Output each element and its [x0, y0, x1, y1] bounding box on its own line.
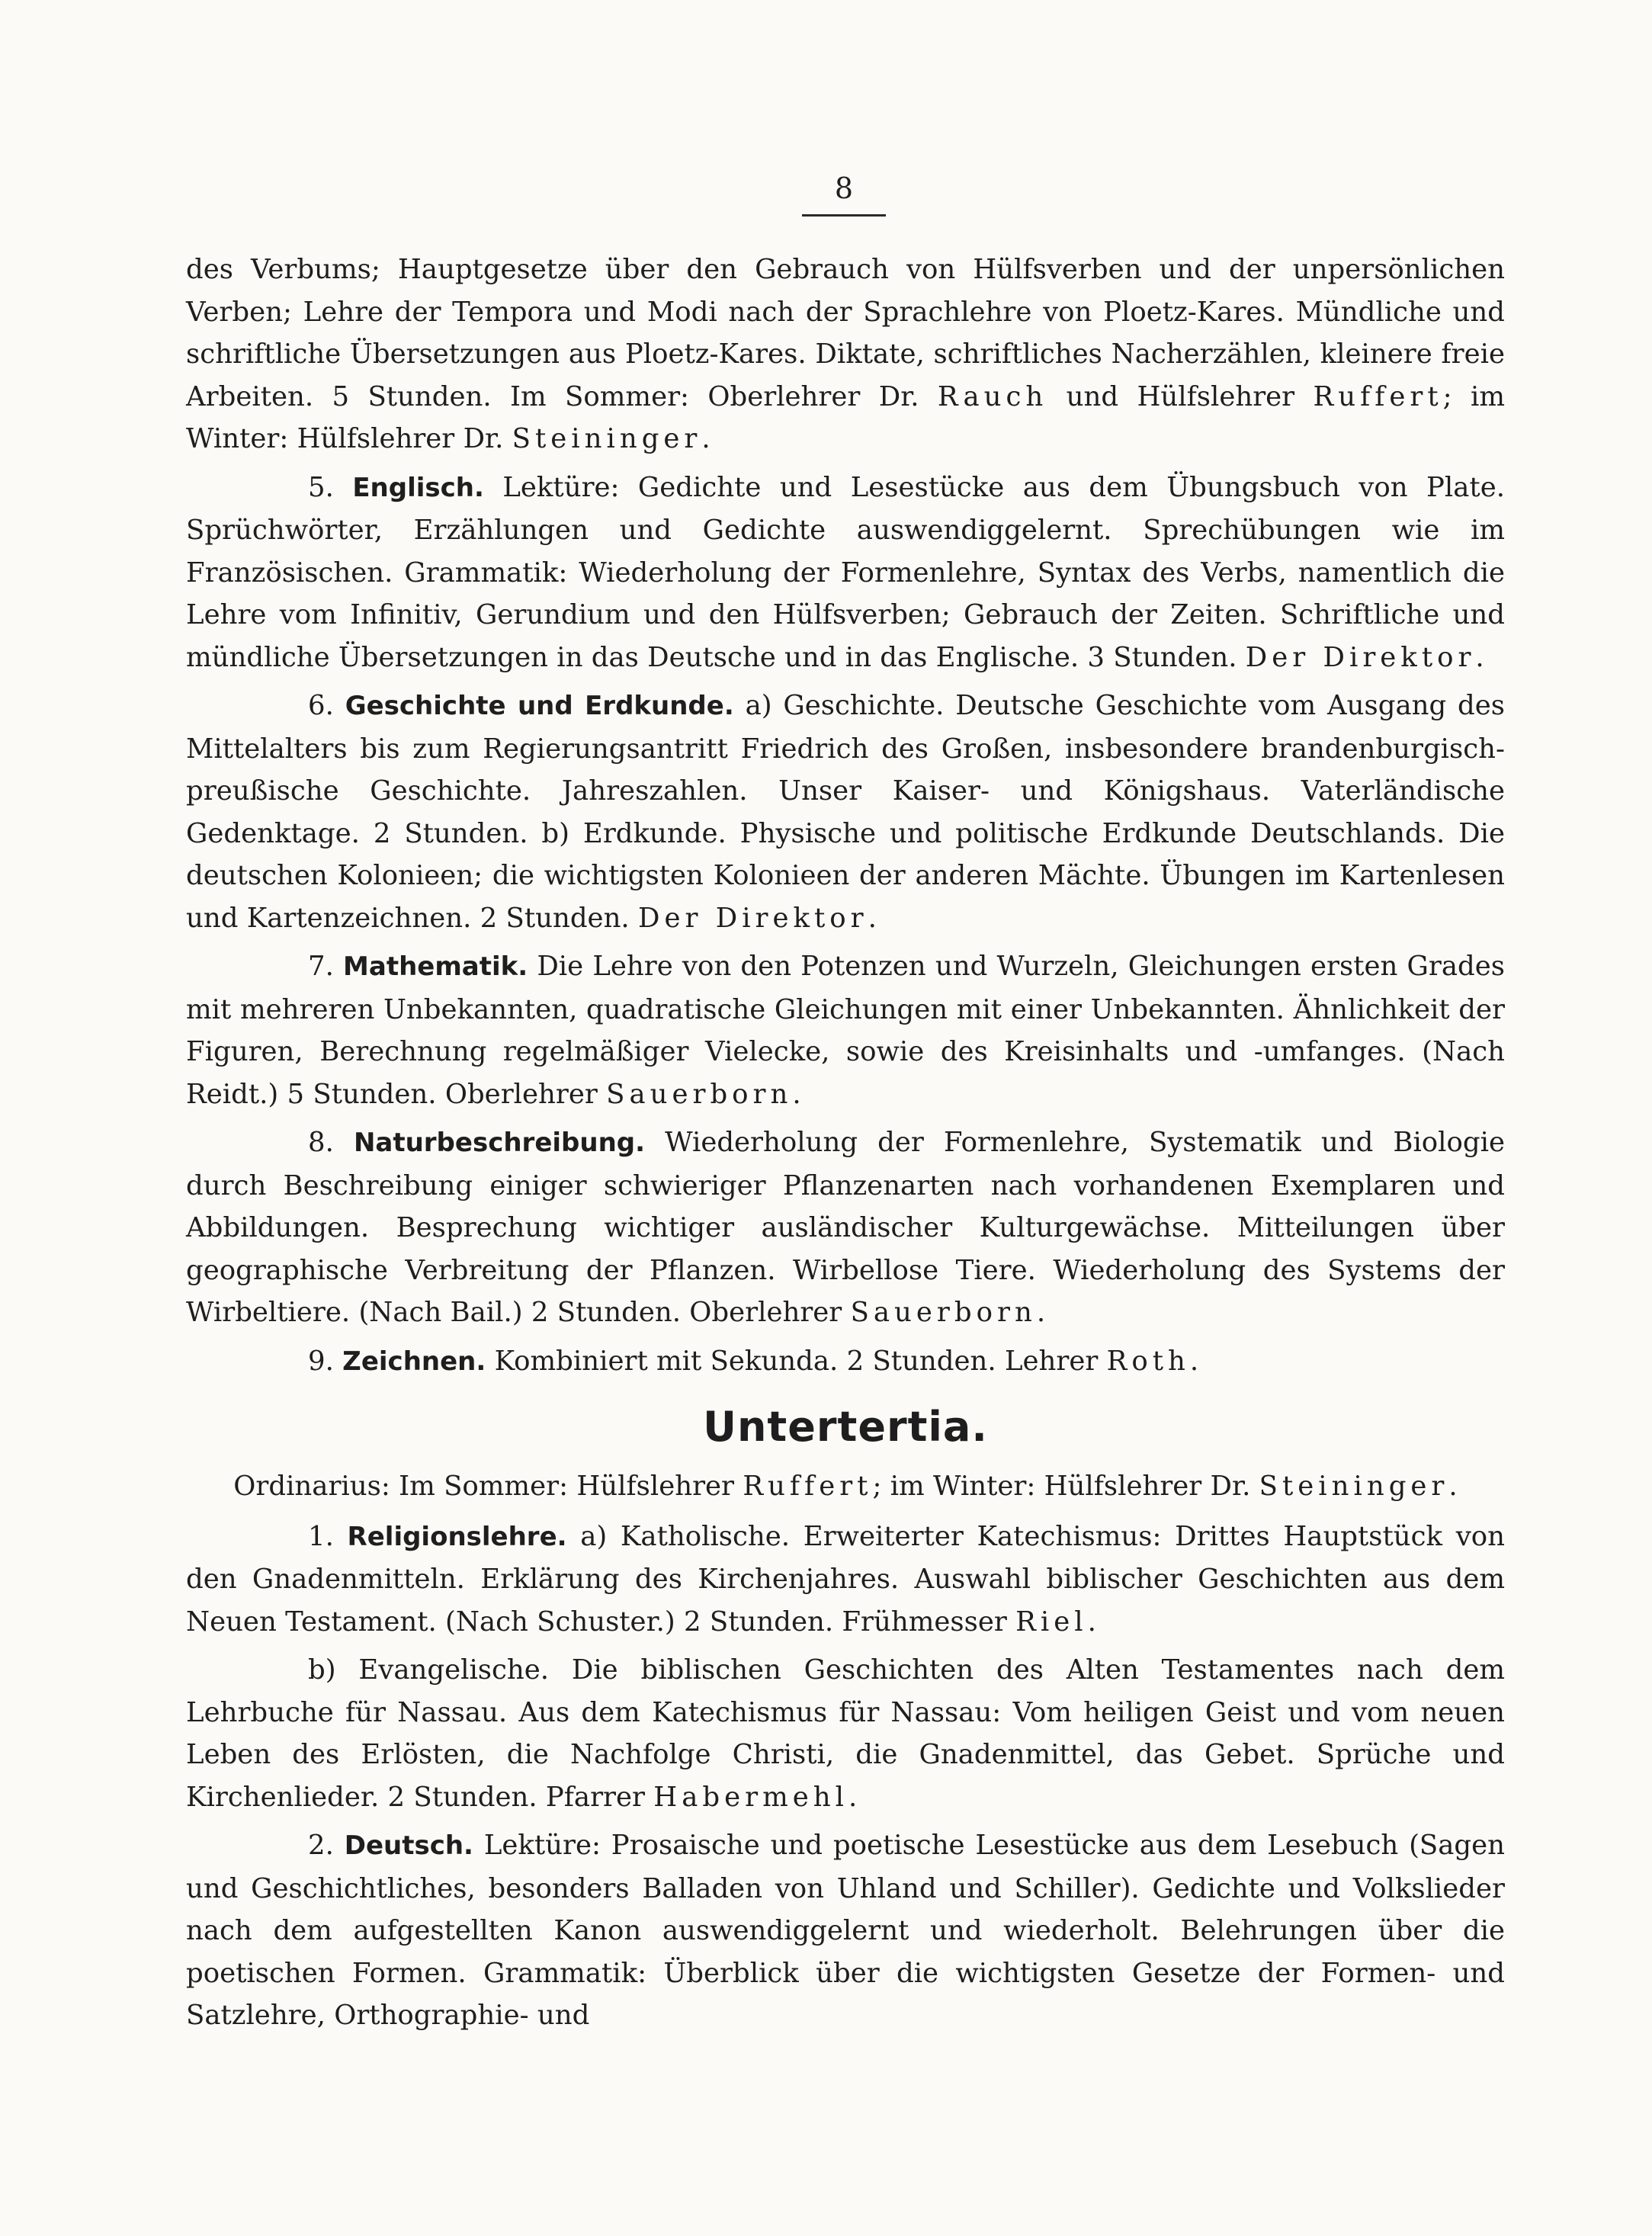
subject-paragraph-deutsch: 2. Deutsch. Lektüre: Prosaische und poetische Lesestücke aus dem Lesebuch (Sagen und Geschichtliches, besonders Balladen von Uhland und Schiller). Gedichte und Volkslieder nach dem aufgestellten Kanon auswendiggelernt und wiederholt. Belehrungen über die poetischen Formen. Grammatik: Überblick über die wichtigsten Gesetze der Formen- und Satzlehre, Orthographie- und: [186, 1830, 1505, 2031]
teacher-name: Sauerborn: [606, 1078, 793, 1110]
subject-title: Zeichnen.: [342, 1346, 486, 1377]
teacher-name: Habermehl: [653, 1781, 849, 1813]
teacher-name: Sauerborn: [850, 1297, 1037, 1328]
page-number-rule: [802, 214, 886, 217]
subject-paragraph-englisch: 5. Englisch. Lektüre: Gedichte und Lesestücke aus dem Übungsbuch von Plate. Sprüchwörter, Erzählungen und Gedichte auswendiggelernt. Sprechübungen wie im Französischen. Grammatik: Wiederholung der Formenlehre, Syntax des Verbs, namentlich die Lehre vom Infinitiv, Gerundium und den Hülfsverben; Gebrauch der Zeiten. Schriftliche und mündliche Übersetzungen in das Deutsche und in das Englische. 3 Stunden. Der Direktor.: [186, 471, 1505, 673]
teacher-name: Ruffert: [743, 1471, 873, 1502]
subject-paragraph-naturbeschreibung: 8. Naturbeschreibung. Wiederholung der Formenlehre, Systematik und Biologie durch Beschreibung einiger schwieriger Pflanzenarten nach vorhandenen Exemplaren und Abbildungen. Besprechung wichtiger ausländischer Kulturgewächse. Mitteilungen über geographische Verbreitung der Pflanzen. Wirbellose Tiere. Wiederholung des Systems der Wirbeltiere. (Nach Bail.) 2 Stunden. Oberlehrer Sauerborn.: [186, 1127, 1505, 1328]
subject-title: Mathematik.: [343, 951, 528, 982]
ordinarius-line: Ordinarius: Im Sommer: Hülfslehrer Ruffert; im Winter: Hülfslehrer Dr. Steininger.: [233, 1471, 1458, 1502]
teacher-name: Ruffert: [1313, 380, 1443, 412]
teacher-name: Der Direktor: [1245, 641, 1476, 673]
subject-paragraph-evangelisch: b) Evangelische. Die biblischen Geschichten des Alten Testamentes nach dem Lehrbuche für Nassau. Aus dem Katechismus für Nassau: Vom heiligen Geist und vom neuen Leben des Erlösten, die Nachfolge Christi, die Gnadenmittel, das Gebet. Sprüche und Kirchenlieder. 2 Stunden. Pfarrer Habermehl.: [186, 1654, 1505, 1813]
teacher-name: Der Direktor: [638, 902, 868, 934]
teacher-name: Roth: [1106, 1345, 1190, 1377]
subject-paragraph-zeichnen: 9. Zeichnen. Kombiniert mit Sekunda. 2 Stunden. Lehrer Roth.: [308, 1345, 1199, 1377]
subject-title: Naturbeschreibung.: [353, 1128, 646, 1158]
subject-paragraph-mathematik: 7. Mathematik. Die Lehre von den Potenzen und Wurzeln, Gleichungen ersten Grades mit mehreren Unbekannten, quadratische Gleichungen mit einer Unbekannten. Ähnlichkeit der Figuren, Berechnung regelmäßiger Vielecke, sowie des Kreisinhalts und -umfanges. (Nach Reidt.) 5 Stunden. Oberlehrer Sauerborn.: [186, 951, 1505, 1110]
teacher-name: Riel: [1015, 1606, 1088, 1638]
subject-title: Geschichte und Erdkunde.: [345, 691, 734, 721]
subject-title: Deutsch.: [344, 1830, 473, 1861]
continued-paragraph: des Verbums; Hauptgesetze über den Gebrauch von Hülfsverben und der unpersönlichen Verben; Lehre der Tempora und Modi nach der Sprachlehre von Ploetz-Kares. Mündliche und schriftliche Übersetzungen aus Ploetz-Kares. Diktate, schriftliches Nacherzählen, kleinere freie Arbeiten. 5 Stunden. Im Sommer: Oberlehrer Dr. Rauch und Hülfslehrer Ruffert; im Winter: Hülfslehrer Dr. Steininger.: [186, 254, 1505, 454]
subject-title: Englisch.: [352, 472, 484, 503]
teacher-name: Steininger: [512, 423, 702, 454]
teacher-name: Steininger: [1259, 1471, 1449, 1502]
page-body: [186, 249, 1505, 2037]
subject-title: Religionslehre.: [347, 1521, 567, 1552]
subject-paragraph-religionslehre: 1. Religionslehre. a) Katholische. Erweiterter Katechismus: Drittes Hauptstück von den Gnadenmitteln. Erklärung des Kirchenjahres. Auswahl biblischer Geschichten aus dem Neuen Testament. (Nach Schuster.) 2 Stunden. Frühmesser Riel.: [186, 1520, 1505, 1638]
page-number: 8: [834, 172, 854, 205]
section-heading: Untertertia.: [703, 1403, 988, 1451]
subject-paragraph-geschichte: 6. Geschichte und Erdkunde. a) Geschichte. Deutsche Geschichte vom Ausgang des Mittelalters bis zum Regierungsantritt Friedrich des Großen, insbesondere brandenburgisch-preußische Geschichte. Jahreszahlen. Unser Kaiser- und Königshaus. Vaterländische Gedenktage. 2 Stunden. b) Erdkunde. Physische und politische Erdkunde Deutschlands. Die deutschen Kolonieen; die wichtigsten Kolonieen der anderen Mächte. Übungen im Kartenlesen und Kartenzeichnen. 2 Stunden. Der Direktor.: [186, 690, 1505, 934]
teacher-name: Rauch: [937, 380, 1048, 412]
